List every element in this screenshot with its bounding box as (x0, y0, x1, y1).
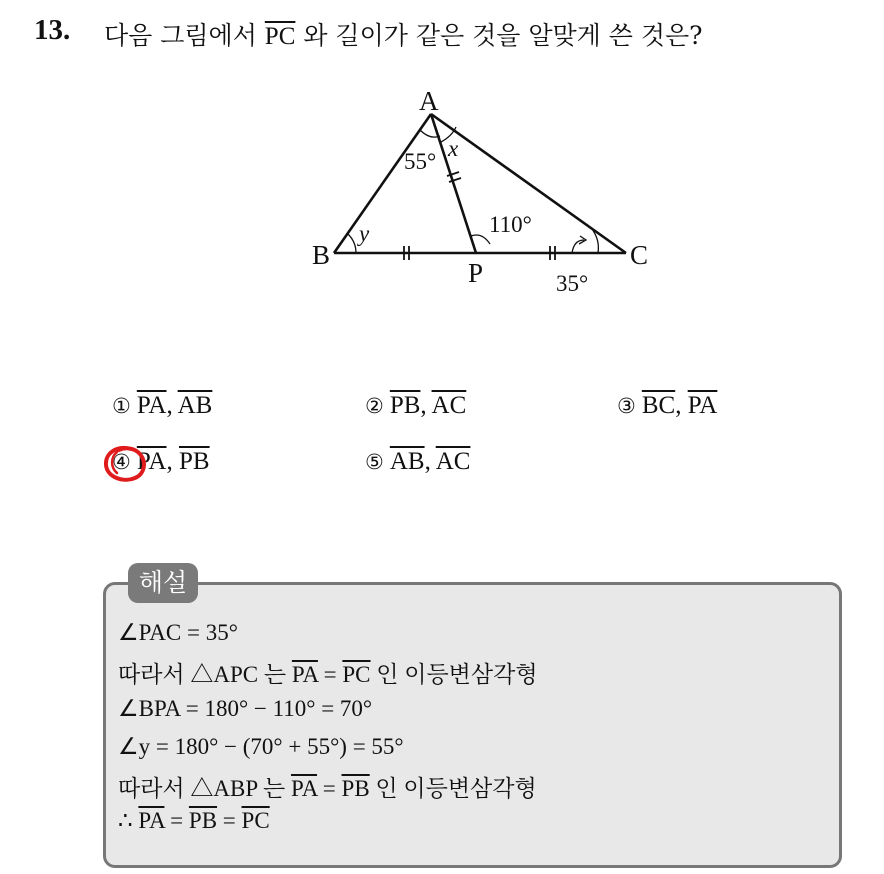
choice-2[interactable]: ② $\overline{PB}$, $\overline{AC}$ (365, 392, 467, 419)
choice-2-seg1: $\overline{PB}$ (389, 392, 421, 419)
choice-3-seg2: $\overline{PA}$ (687, 392, 718, 419)
choice-5-seg2: $\overline{AC}$ (435, 448, 471, 475)
label-a: A (419, 86, 439, 116)
solution-line-3: ∠BPA = 180° − 110° = 70° (118, 696, 373, 721)
answer-circle-mark (101, 443, 149, 485)
choice-3-number: ③ (617, 394, 636, 418)
choice-1-number: ① (112, 394, 131, 418)
choice-3[interactable]: ③ $\overline{BC}$, $\overline{PA}$ (617, 392, 718, 419)
solution-tag: 해설 (128, 563, 198, 603)
choice-2-number: ② (365, 394, 384, 418)
solution-line-6: ∴ $\overline{PA} = \overline{PB} = \overline{PC}$ (118, 808, 270, 833)
solution-line-5: 따라서 △ABP 는 $\overline{PA} = \overline{PB}$ 인 이등변삼각형 (118, 776, 537, 801)
choice-5-seg1: $\overline{AB}$ (389, 448, 425, 475)
question-text-before: 다음 그림에서 (104, 21, 265, 50)
solution-line-2: 따라서 △APC 는 $\overline{PA} = \overline{PC}$ 인 이등변삼각형 (118, 662, 538, 687)
choice-1-seg2: $\overline{AB}$ (177, 392, 213, 419)
choice-4-number: ④ (112, 450, 131, 474)
label-b: B (312, 240, 331, 270)
angle-label-x: x (448, 136, 459, 161)
choice-2-seg2: $\overline{AC}$ (431, 392, 467, 419)
angle-label-35: 35° (556, 271, 589, 296)
segment-ap (431, 114, 476, 253)
choice-5[interactable]: ⑤ $\overline{AB}$, $\overline{AC}$ (365, 448, 471, 475)
side-ab (334, 114, 431, 253)
question-number: 13. (34, 14, 71, 46)
choice-4[interactable]: ④ $\overline{PA}$, $\overline{PB}$ (112, 448, 210, 475)
angle-label-y: y (359, 221, 370, 246)
question-text-after: 와 길이가 같은 것을 알맞게 쓴 것은? (295, 21, 703, 50)
angle-arc-b (348, 234, 356, 253)
angle-label-55: 55° (404, 149, 437, 174)
choice-3-seg1: $\overline{BC}$ (641, 392, 676, 419)
triangle-figure (0, 0, 884, 340)
angle-label-110: 110° (489, 212, 532, 237)
question-segment: $\overline{PC}$ (264, 23, 296, 50)
label-p: P (468, 258, 484, 288)
choice-1[interactable]: ① $\overline{PA}$, $\overline{AB}$ (112, 392, 213, 419)
solution-line-4: ∠y = 180° − (70° + 55°) = 55° (118, 734, 404, 759)
choice-4-seg1: $\overline{PA}$ (136, 448, 167, 475)
solution-line-1: ∠PAC = 35° (118, 620, 238, 645)
choice-4-seg2: $\overline{PB}$ (179, 448, 210, 475)
choice-1-seg1: $\overline{PA}$ (136, 392, 167, 419)
choice-5-number: ⑤ (365, 450, 384, 474)
label-c: C (630, 240, 649, 270)
